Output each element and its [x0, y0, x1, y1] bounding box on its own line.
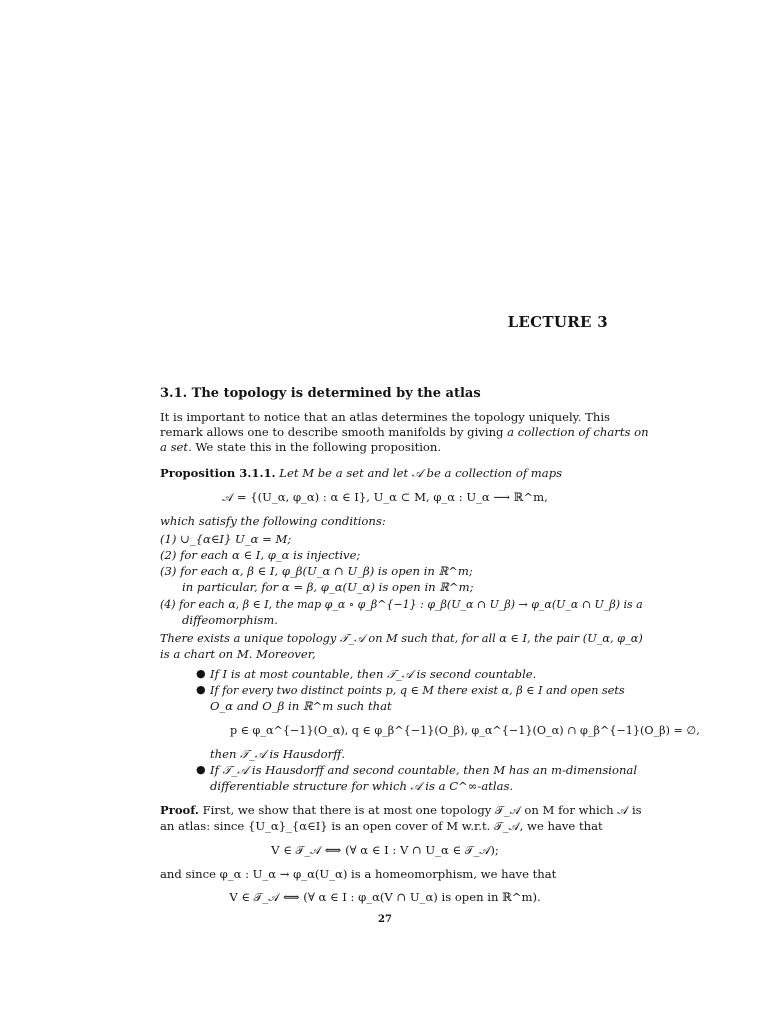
- bullet-hausdorff-line-1: If for every two distinct points p, q ∈ M there exist α, β ∈ I and open sets: [210, 684, 625, 697]
- bullet-countable: If I is at most countable, then 𝒯_𝒜 is second countable.: [210, 667, 537, 681]
- existence-line-2: is a chart on M. Moreover,: [160, 647, 316, 661]
- proof-display-formula-1: V ∈ 𝒯_𝒜 ⟺ (∀ α ∈ I : V ∩ U_α ∈ 𝒯_𝒜);: [271, 843, 499, 857]
- atlas-display-formula: 𝒜 = {(U_α, φ_α) : α ∈ I}, U_α ⊂ M, φ_α : U_α ⟶ ℝ^m,: [222, 490, 548, 504]
- bullet-hausdorff-line-2: O_α and O_β in ℝ^m such that: [210, 699, 392, 713]
- intro-line-2: [160, 425, 649, 440]
- condition-3-continued: in particular, for α = β, φ_α(U_α) is open in ℝ^m;: [182, 580, 474, 594]
- conditions-intro: which satisfy the following conditions:: [160, 514, 386, 528]
- proof-text: First, we show that there is at most one topology 𝒯_𝒜 on M for which 𝒜 is: [198, 803, 642, 817]
- separation-display-formula: p ∈ φ_α^{−1}(O_α), q ∈ φ_β^{−1}(O_β), φ_α^{−1}(O_α) ∩ φ_β^{−1}(O_β) = ∅,: [230, 724, 700, 737]
- proof-line-3: and since φ_α : U_α → φ_α(U_α) is a homeomorphism, we have that: [160, 867, 557, 881]
- intro-emphasis: a collection of charts on: [507, 425, 649, 439]
- bullet-structure-line-2: differentiable structure for which 𝒜 is a C^∞-atlas.: [210, 779, 514, 793]
- intro-line-1: It is important to notice that an atlas determines the topology uniquely. This: [160, 410, 610, 424]
- page-number: 27: [378, 914, 392, 925]
- bullet-structure-line-1: If 𝒯_𝒜 is Hausdorff and second countable, then M has an m-dimensional: [210, 763, 638, 777]
- bullet-icon: ●: [196, 763, 206, 776]
- proposition-lead: Let M be a set and let 𝒜 be a collection of maps: [275, 466, 563, 480]
- bullet-hausdorff-conclusion: then 𝒯_𝒜 is Hausdorff.: [210, 747, 346, 761]
- proof-line-1: [160, 803, 642, 818]
- intro-line-3: [160, 440, 610, 455]
- condition-2: (2) for each α ∈ I, φ_α is injective;: [160, 548, 361, 562]
- lecture-title: LECTURE 3: [507, 313, 608, 331]
- section-heading: 3.1. The topology is determined by the atlas: [160, 386, 481, 401]
- intro-text: remark allows one to describe smooth manifolds by giving: [160, 425, 508, 439]
- intro-emphasis-2: a set: [160, 440, 189, 454]
- bullet-icon: ●: [196, 683, 206, 696]
- bullet-icon: ●: [196, 667, 206, 680]
- condition-4: (4) for each α, β ∈ I, the map φ_α ∘ φ_β^{−1} : φ_β(U_α ∩ U_β) → φ_α(U_α ∩ U_β) is a: [160, 598, 643, 611]
- proposition-label: Proposition 3.1.1.: [160, 466, 276, 480]
- condition-3: (3) for each α, β ∈ I, φ_β(U_α ∩ U_β) is open in ℝ^m;: [160, 564, 473, 578]
- proof-line-2: an atlas: since {U_α}_{α∈I} is an open cover of M w.r.t. 𝒯_𝒜, we have that: [160, 819, 603, 833]
- intro-text-2: . We state this in the following proposition.: [188, 440, 442, 454]
- proposition-statement: [160, 466, 610, 481]
- condition-4-continued: diffeomorphism.: [182, 613, 278, 627]
- condition-1: (1) ∪_{α∈I} U_α = M;: [160, 532, 292, 546]
- existence-line-1: There exists a unique topology 𝒯_𝒜 on M such that, for all α ∈ I, the pair (U_α, φ_α): [160, 632, 643, 645]
- proof-display-formula-2: V ∈ 𝒯_𝒜 ⟺ (∀ α ∈ I : φ_α(V ∩ U_α) is open in ℝ^m).: [229, 890, 541, 904]
- proof-label: Proof.: [160, 803, 199, 817]
